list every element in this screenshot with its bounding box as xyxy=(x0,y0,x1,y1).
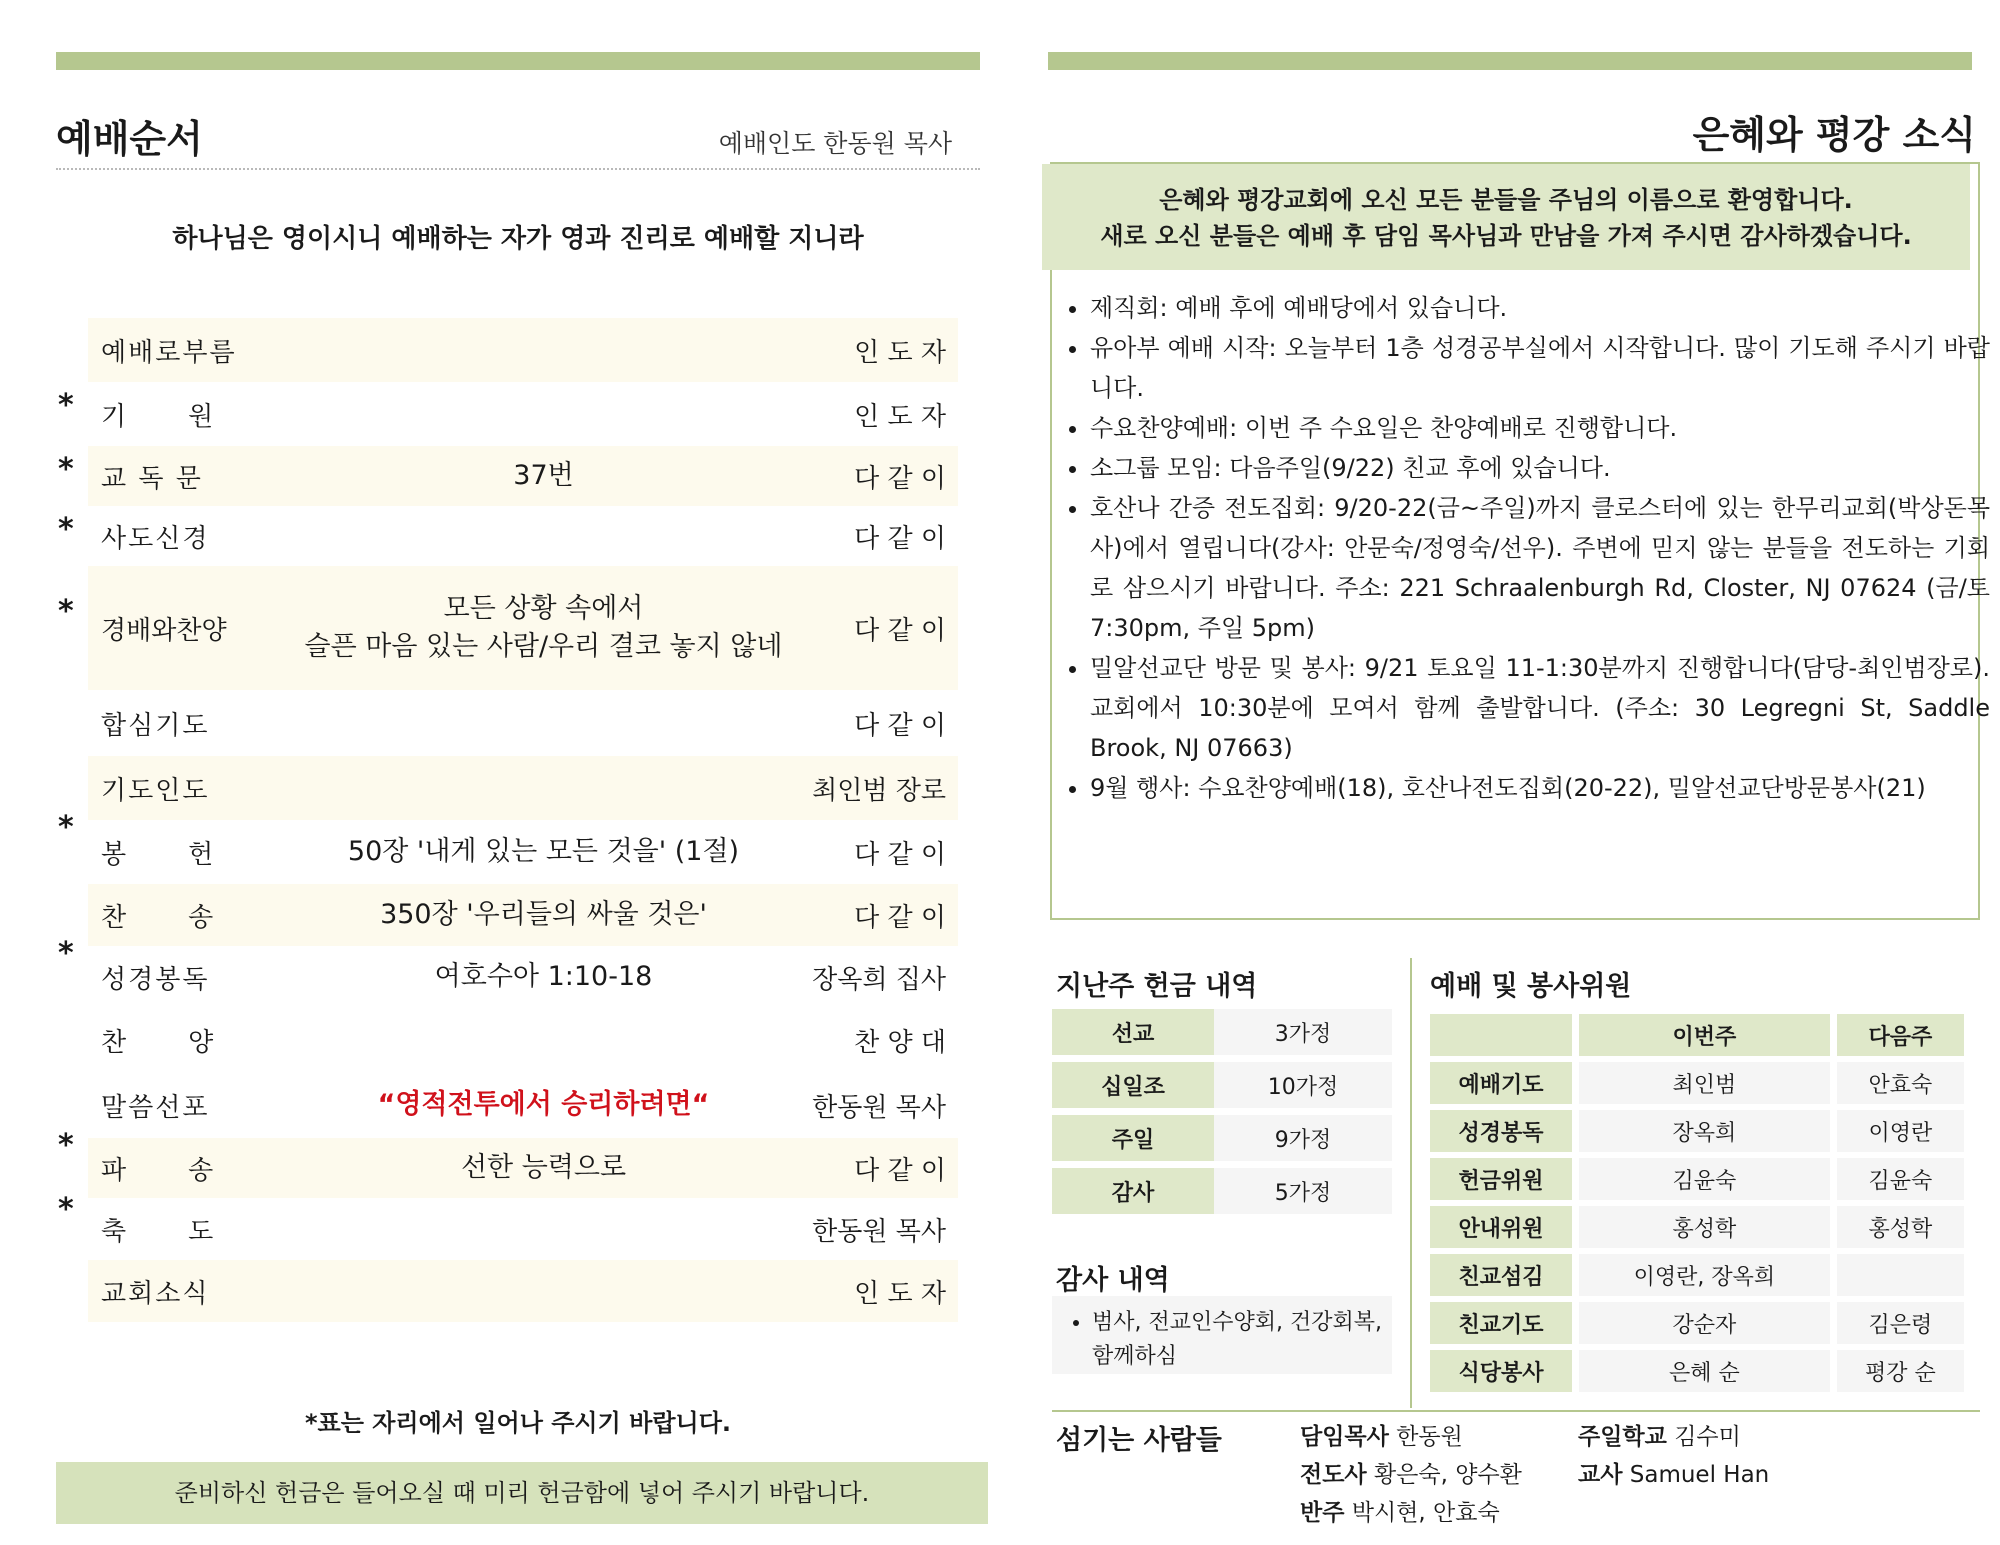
welcome-banner xyxy=(1042,164,1970,270)
server-role: 전도사 xyxy=(1300,1462,1367,1488)
order-item-leader: 다 같 이 xyxy=(854,523,946,554)
offering-notice: 준비하신 헌금은 들어오실 때 미리 헌금함에 넣어 주시기 바랍니다. xyxy=(56,1462,988,1524)
stand-marker: * xyxy=(58,512,74,547)
servers-title: 섬기는 사람들 xyxy=(1056,1425,1222,1456)
order-item-name: 성경봉독 xyxy=(101,964,210,995)
table-row xyxy=(1052,1168,1392,1214)
order-row xyxy=(58,810,958,884)
thanks-list xyxy=(1052,1296,1392,1374)
order-item-content: 37번 xyxy=(513,460,574,491)
order-item-name: 교 독 문 xyxy=(101,463,203,494)
order-item-name: 합심기도 xyxy=(101,710,210,741)
order-row xyxy=(88,1008,958,1072)
staff-title: 예배 및 봉사위원 xyxy=(1430,971,1632,1002)
order-item-content: 여호수아 1:10-18 xyxy=(434,961,653,992)
server-role: 교사 xyxy=(1578,1462,1623,1488)
praise-song-1: 모든 상황 속에서 xyxy=(443,593,644,624)
stand-marker: * xyxy=(58,1192,74,1227)
order-item-content xyxy=(281,590,806,666)
order-row xyxy=(88,884,958,946)
offering-type: 감사 xyxy=(1052,1168,1214,1214)
order-item-leader: 다 같 이 xyxy=(854,1155,946,1186)
stand-marker: * xyxy=(58,452,74,487)
order-item-leader: 한동원 목사 xyxy=(812,1092,946,1123)
server-entry xyxy=(1300,1418,1522,1456)
offering-title: 지난주 헌금 내역 xyxy=(1056,971,1258,1002)
servers-column-2 xyxy=(1578,1418,1769,1494)
order-item-content: 선한 능력으로 xyxy=(460,1152,627,1183)
server-names: 한동원 xyxy=(1396,1424,1463,1450)
table-header-row xyxy=(1430,1014,1964,1056)
server-entry xyxy=(1300,1494,1522,1532)
server-names: 김수미 xyxy=(1674,1424,1741,1450)
order-row xyxy=(58,446,958,506)
staff-this-week: 김윤숙 xyxy=(1579,1158,1830,1200)
welcome-line-1: 은혜와 평강교회에 오신 모든 분들을 주님의 이름으로 환영합니다. xyxy=(1159,186,1853,214)
table-row xyxy=(1430,1302,1964,1344)
order-item-leader: 다 같 이 xyxy=(854,839,946,870)
order-item-name: 예배로부름 xyxy=(101,337,237,368)
worship-leader-line: 예배인도 한동원 목사 xyxy=(718,129,952,158)
dotted-divider xyxy=(56,168,980,170)
welcome-line-2: 새로 오신 분들은 예배 후 담임 목사님과 만남을 가져 주시면 감사하겠습니다. xyxy=(1100,222,1912,250)
stand-marker: * xyxy=(58,936,74,971)
offering-count: 10가정 xyxy=(1214,1062,1392,1108)
thanks-title: 감사 내역 xyxy=(1056,1265,1170,1296)
news-title: 은혜와 평강 소식 xyxy=(1692,113,1976,157)
news-item: • 9월 행사: 수요찬양예배(18), 호산나전도집회(20-22), 밀알선교단방문봉사(21) xyxy=(1090,768,1990,808)
order-item-name: 기도인도 xyxy=(101,775,210,806)
staff-next-week: 평강 순 xyxy=(1837,1350,1964,1392)
order-row xyxy=(58,382,958,446)
order-item-name: 사도신경 xyxy=(101,523,210,554)
staff-role: 식당봉사 xyxy=(1430,1350,1572,1392)
stand-marker: * xyxy=(58,1128,74,1163)
standing-note: *표는 자리에서 일어나 주시기 바랍니다. xyxy=(304,1409,732,1437)
staff-next-week: 김윤숙 xyxy=(1837,1158,1964,1200)
section-divider xyxy=(1052,1410,1980,1412)
server-names: 박시현, 안효숙 xyxy=(1351,1500,1500,1526)
worship-order-title: 예배순서 xyxy=(56,117,203,161)
table-row xyxy=(1430,1110,1964,1152)
staff-next-week: 안효숙 xyxy=(1837,1062,1964,1104)
order-row xyxy=(58,1128,958,1198)
staff-role: 예배기도 xyxy=(1430,1062,1572,1104)
table-row xyxy=(1430,1158,1964,1200)
order-row xyxy=(58,936,958,1008)
order-item-name: 말씀선포 xyxy=(101,1092,210,1123)
order-row xyxy=(58,566,958,690)
staff-role: 친교섬김 xyxy=(1430,1254,1572,1296)
order-row xyxy=(58,1192,958,1260)
table-row xyxy=(1052,1062,1392,1108)
praise-song-2: 슬픈 마음 있는 사람/우리 결코 놓지 않네 xyxy=(304,631,783,662)
order-item-name: 경배와찬양 xyxy=(101,615,227,646)
order-row xyxy=(88,1072,958,1138)
server-entry xyxy=(1300,1456,1522,1494)
order-item-name: 찬 양 xyxy=(101,1027,214,1058)
staff-this-week: 강순자 xyxy=(1579,1302,1830,1344)
worship-order-list xyxy=(58,318,958,1322)
staff-next-week xyxy=(1837,1254,1964,1296)
stand-marker: * xyxy=(58,388,74,423)
order-item-leader: 인 도 자 xyxy=(854,1278,946,1309)
left-header-bar xyxy=(56,52,980,70)
thanks-box xyxy=(1052,1296,1392,1374)
table-row xyxy=(1052,1009,1392,1055)
server-names: 황은숙, 양수환 xyxy=(1373,1462,1522,1488)
news-item: • 제직회: 예배 후에 예배당에서 있습니다. xyxy=(1090,288,1990,328)
staff-next-week: 김은령 xyxy=(1837,1302,1964,1344)
offering-table xyxy=(1052,1002,1392,1221)
news-item: • 소그룹 모임: 다음주일(9/22) 친교 후에 있습니다. xyxy=(1090,448,1990,488)
order-item-leader: 다 같 이 xyxy=(854,902,946,933)
staff-this-week: 이영란, 장옥희 xyxy=(1579,1254,1830,1296)
stand-marker: * xyxy=(58,810,74,845)
order-item-name: 기 원 xyxy=(101,401,214,432)
staff-next-week: 홍성학 xyxy=(1837,1206,1964,1248)
table-row xyxy=(1430,1062,1964,1104)
order-item-leader: 장옥희 집사 xyxy=(812,964,946,995)
order-item-leader: 다 같 이 xyxy=(854,710,946,741)
order-item-leader: 다 같 이 xyxy=(854,615,946,646)
order-item-leader: 최인범 장로 xyxy=(812,775,946,806)
sermon-title: “영적전투에서 승리하려면“ xyxy=(377,1089,710,1120)
order-item-leader: 다 같 이 xyxy=(854,463,946,494)
order-item-name: 축 도 xyxy=(101,1216,214,1247)
order-item-name: 교회소식 xyxy=(101,1278,210,1309)
news-item: • 유아부 예배 시작: 오늘부터 1층 성경공부실에서 시작합니다. 많이 기도해 주시기 바랍니다. xyxy=(1090,328,1990,408)
column-header: 이번주 xyxy=(1579,1014,1830,1056)
order-item-leader: 인 도 자 xyxy=(854,337,946,368)
order-item-leader: 찬 양 대 xyxy=(854,1027,946,1058)
news-item: • 수요찬양예배: 이번 주 수요일은 찬양예배로 진행합니다. xyxy=(1090,408,1990,448)
order-row xyxy=(88,1260,958,1322)
staff-this-week: 최인범 xyxy=(1579,1062,1830,1104)
table-row xyxy=(1430,1206,1964,1248)
server-entry xyxy=(1578,1418,1769,1456)
offering-type: 십일조 xyxy=(1052,1062,1214,1108)
offering-count: 9가정 xyxy=(1214,1115,1392,1161)
news-item: • 호산나 간증 전도집회: 9/20-22(금~주일)까지 클로스터에 있는 한무리교회(박상돈목사)에서 열립니다(강사: 안문숙/정영숙/선우). 주변에 믿지 않는 분들을 전도하는 기회로 삼으시기 바랍니다. 주소: 221 Schraalenburgh Rd, Closter, NJ 07624 (금/토 7:30pm, 주일 5pm) xyxy=(1090,488,1990,648)
offering-count: 5가정 xyxy=(1214,1168,1392,1214)
scripture-verse: 하나님은 영이시니 예배하는 자가 영과 진리로 예배할 지니라 xyxy=(172,224,864,254)
table-row xyxy=(1052,1115,1392,1161)
staff-role: 성경봉독 xyxy=(1430,1110,1572,1152)
offering-type: 주일 xyxy=(1052,1115,1214,1161)
staff-role: 헌금위원 xyxy=(1430,1158,1572,1200)
order-item-name: 파 송 xyxy=(101,1155,214,1186)
staff-this-week: 장옥희 xyxy=(1579,1110,1830,1152)
offering-type: 선교 xyxy=(1052,1009,1214,1055)
order-item-name: 봉 헌 xyxy=(101,839,214,870)
server-role: 주일학교 xyxy=(1578,1424,1667,1450)
order-item-leader: 인 도 자 xyxy=(854,401,946,432)
offering-count: 3가정 xyxy=(1214,1009,1392,1055)
server-role: 담임목사 xyxy=(1300,1424,1389,1450)
right-header-bar xyxy=(1048,52,1972,70)
stand-marker: * xyxy=(58,594,74,629)
column-divider xyxy=(1410,958,1412,1408)
order-item-name: 찬 송 xyxy=(101,902,214,933)
staff-this-week: 은혜 순 xyxy=(1579,1350,1830,1392)
servers-column-1 xyxy=(1300,1418,1522,1532)
server-names: Samuel Han xyxy=(1629,1462,1770,1488)
staff-role: 안내위원 xyxy=(1430,1206,1572,1248)
news-item: • 밀알선교단 방문 및 봉사: 9/21 토요일 11-1:30분까지 진행합니다(담당-최인범장로). 교회에서 10:30분에 모여서 함께 출발합니다. (주소: 30 Legregni St, Saddle Brook, NJ 07663) xyxy=(1090,648,1990,768)
list-item: • 범사, 전교인수양회, 건강회복, 함께하심 xyxy=(1092,1306,1382,1374)
staff-this-week: 홍성학 xyxy=(1579,1206,1830,1248)
news-list xyxy=(1058,288,1990,808)
order-item-leader: 한동원 목사 xyxy=(812,1216,946,1247)
order-row xyxy=(58,506,958,566)
order-item-content: 350장 '우리들의 싸울 것은' xyxy=(380,899,707,930)
server-entry xyxy=(1578,1456,1769,1494)
column-header: 다음주 xyxy=(1837,1014,1964,1056)
order-row xyxy=(88,756,958,820)
server-role: 반주 xyxy=(1300,1500,1345,1526)
order-item-content: 50장 '내게 있는 모든 것을' (1절) xyxy=(347,836,740,867)
order-row xyxy=(88,690,958,756)
staff-table xyxy=(1423,1008,1971,1398)
order-row xyxy=(88,318,958,382)
staff-role: 친교기도 xyxy=(1430,1302,1572,1344)
table-row xyxy=(1430,1350,1964,1392)
column-header xyxy=(1430,1014,1572,1056)
staff-next-week: 이영란 xyxy=(1837,1110,1964,1152)
table-row xyxy=(1430,1254,1964,1296)
